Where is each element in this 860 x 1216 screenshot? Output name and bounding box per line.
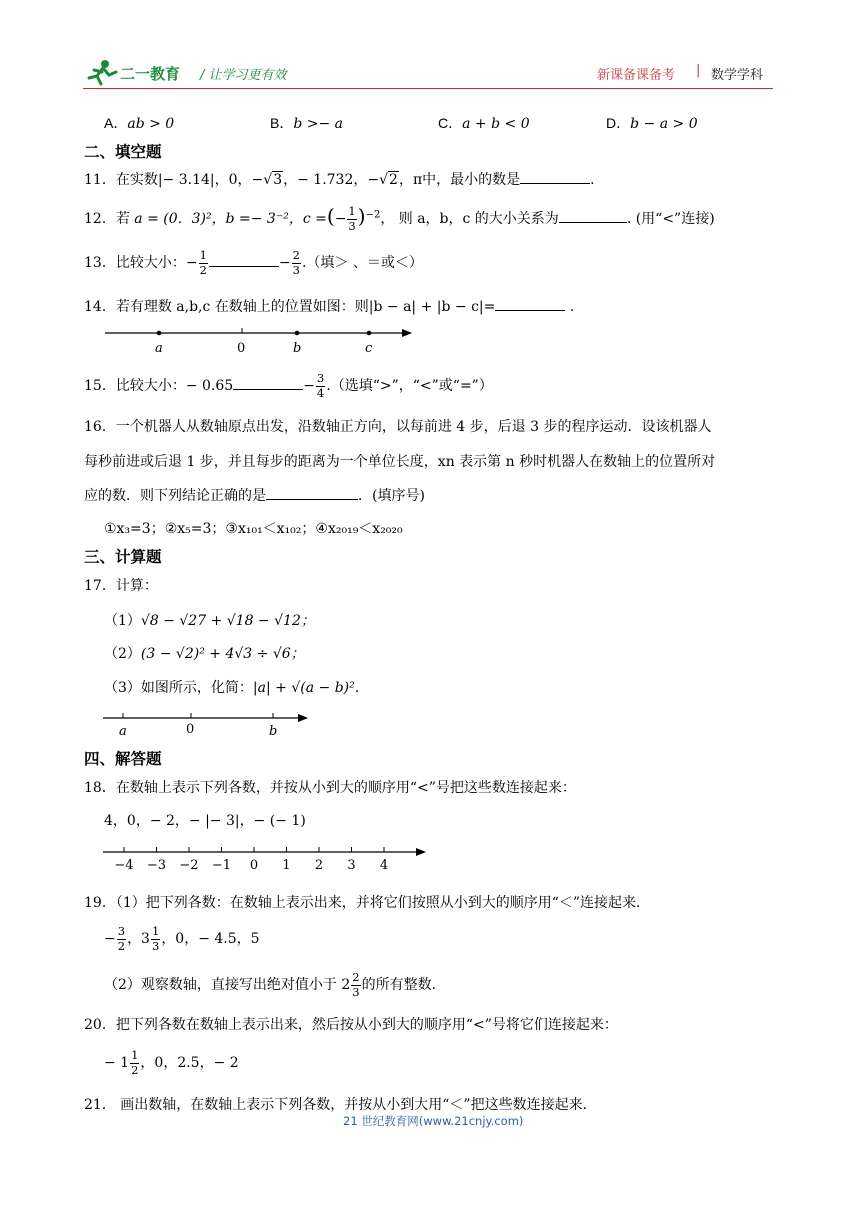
question-21: 21． 画出数轴，在数轴上表示下列各数，并按从小到大用“＜”把这些数连接起来. [84, 1097, 588, 1113]
question-13: 13．比较大小：− $\frac{1}{2}$ − $\frac{2}{3}$ .（填＞ 、＝或＜） [84, 248, 423, 277]
question-16-line2: 每秒前进或后退 1 步，并且每步的距离为一个单位长度，xn 表示第 n 秒时机器人在数轴上的位置所对 [84, 454, 716, 470]
q10-option-d: D．b − a > 0 [606, 115, 698, 132]
answer-blank[interactable] [209, 252, 279, 267]
answer-blank[interactable] [266, 485, 358, 500]
question-16-options: ①x₃=3；②x₅=3；③x₁₀₁＜x₁₀₂；④x₂₀₁₉＜x₂₀₂₀ [104, 521, 403, 537]
answer-blank[interactable] [233, 375, 303, 390]
header-subject: 数学学科 [711, 68, 764, 83]
tick-label: 0 [249, 858, 259, 873]
number-line-q14 [100, 324, 420, 358]
tick-label: 2 [314, 858, 324, 873]
q10-option-c: C．a + b < 0 [438, 115, 530, 132]
header-separator: | [696, 63, 701, 78]
question-18-numbers: 4，0，− 2，− |− 3|，− (− 1) [104, 813, 306, 829]
tick-marks [114, 847, 388, 873]
tick-label: 4 [379, 858, 389, 873]
q10-option-a: A．ab > 0 [104, 115, 175, 132]
section-title-answer: 四、解答题 [84, 750, 162, 768]
number-line-q18 [100, 840, 440, 874]
question-12: 12．若 a = (0．3)²，b =− 3⁻²，c =(− $\frac{1}{3}$ )$^{-2}$， 则 a，b，c 的大小关系为 . (用“<”连接) [84, 204, 715, 233]
question-20: 20．把下列各数在数轴上表示出来，然后按从小到大的顺序用“<”号将它们连接起来： [84, 1017, 618, 1033]
question-16-line1: 16．一个机器人从数轴原点出发，沿数轴正方向，以每前进 4 步，后退 3 步的程序运动．设该机器人 [84, 419, 712, 435]
section-title-calculation: 三、计算题 [84, 548, 162, 566]
question-14: 14．若有理数 a,b,c 在数轴上的位置如图：则|b − a| + |b − c|= . [84, 296, 574, 316]
question-17: 17．计算： [84, 578, 158, 594]
logo-text: 二一教育 [120, 65, 181, 83]
runner-logo-icon [85, 58, 119, 86]
question-17-part-1: （1）√8 − √27 + √18 − √12； [104, 613, 315, 629]
answer-blank[interactable] [559, 208, 627, 223]
tick-label: −1 [211, 858, 232, 873]
axis-label-0: 0 [186, 722, 195, 737]
tick-label: −4 [114, 858, 134, 873]
axis-label-b: b [293, 341, 302, 356]
question-19-numbers: − $\frac{3}{2}$ ，3 $\frac{1}{3}$ ，0，− 4.5，5 [104, 924, 260, 953]
question-19-part-2: （2）观察数轴，直接写出绝对值小于 2 $\frac{2}{3}$ 的所有整数. [104, 970, 437, 999]
question-11: 11．在实数|− 3.14|，0，−√3，− 1.732，−√2，π中，最小的数是 . [84, 169, 595, 189]
answer-blank[interactable] [495, 296, 565, 311]
tick-label: 3 [347, 858, 356, 873]
question-19-part-1: 19．（1）把下列各数：在数轴上表示出来，并将它们按照从小到大的顺序用“＜”连接起来． [84, 895, 651, 911]
axis-label-a: a [155, 341, 163, 356]
header-slogan: / 让学习更有效 [200, 68, 287, 83]
question-20-numbers: − 1 $\frac{1}{2}$ ，0，2.5，− 2 [104, 1048, 239, 1077]
axis-label-a: a [119, 724, 127, 738]
footer-text: 21 世纪教育网(www.21cnjy.com) [343, 1114, 524, 1128]
section-title-fill-blank: 二、填空题 [84, 143, 162, 161]
tick-label: −2 [179, 858, 199, 873]
question-17-part-3: （3）如图所示，化简：|a| + √(a − b)². [104, 680, 360, 696]
header-divider [83, 88, 773, 89]
question-17-part-2: （2）(3 − √2)² + 4√3 ÷ √6； [104, 646, 305, 662]
answer-blank[interactable] [520, 169, 590, 184]
axis-label-0: 0 [237, 341, 246, 356]
q10-option-b: B．b >− a [270, 115, 344, 132]
tick-label: 1 [282, 858, 291, 873]
axis-label-c: c [365, 341, 373, 356]
tick-label: −3 [146, 858, 167, 873]
number-line-q17 [100, 708, 320, 738]
axis-label-b: b [269, 724, 278, 738]
question-15: 15．比较大小：− 0.65 − $\frac{3}{4}$ .（选填“>”，“<”或“=”） [84, 371, 493, 400]
header-brand: 新课备课备考 [597, 68, 676, 83]
question-18: 18．在数轴上表示下列各数，并按从小到大的顺序用“<”号把这些数连接起来： [84, 780, 576, 796]
question-16-line3: 应的数．则下列结论正确的是 ．(填序号) [84, 485, 425, 505]
